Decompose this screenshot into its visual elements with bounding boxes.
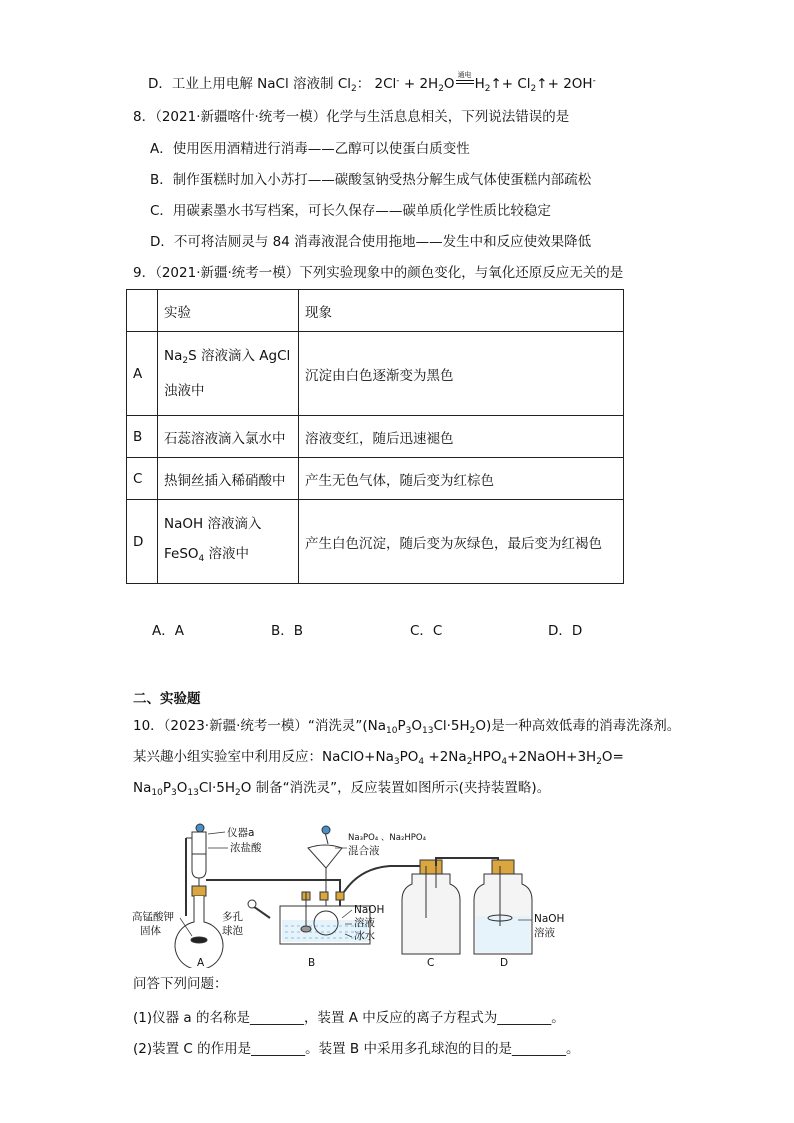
label-naoh-b-1: NaOH bbox=[354, 904, 385, 916]
q7-option-d: D．工业上用电解 NaCl 溶液制 $Cl_2$： $2Cl^- + 2H_2O$ 通电 $H_2↑+$ $Cl_2↑+ 2OH^-$ bbox=[148, 72, 596, 98]
q8-option-a: A．使用医用酒精进行消毒——乙醇可以使蛋白质变性 bbox=[150, 141, 470, 157]
label-ice: 冰水 bbox=[354, 930, 375, 942]
table-row bbox=[127, 458, 624, 500]
apparatus-d bbox=[474, 860, 532, 954]
label-instrument-a: 仪器a bbox=[227, 827, 255, 839]
label-naoh-d-1: NaOH bbox=[534, 913, 565, 925]
label-bubble-1: 多孔 bbox=[222, 911, 243, 923]
table-row bbox=[127, 416, 624, 458]
q8-stem: 8．（2021·新疆喀什·统考一模）化学与生活息息相关，下列说法错误的是 bbox=[133, 109, 570, 125]
q8-option-c: C．用碳素墨水书写档案，可长久保存——碳单质化学性质比较稳定 bbox=[150, 203, 551, 219]
label-acid: 浓盐酸 bbox=[230, 842, 262, 854]
row-label: D bbox=[127, 500, 158, 584]
row-experiment: NaOH 溶液滴入 FeSO$_4$ 溶液中 bbox=[158, 500, 299, 584]
q9-choice-d: D．D bbox=[548, 623, 583, 639]
q10-prompt: 问答下列问题： bbox=[133, 976, 228, 992]
label-bubble-2: 球泡 bbox=[222, 925, 243, 937]
table-header-row bbox=[127, 290, 624, 332]
q10-sub2: (2)装置 C 的作用是________。装置 B 中采用多孔球泡的目的是________。 bbox=[133, 1041, 580, 1057]
caption-d: D bbox=[500, 957, 509, 968]
caption-a: A bbox=[197, 957, 205, 968]
label-naoh-b-2: 溶液 bbox=[354, 917, 375, 929]
row-phenomenon: 产生无色气体，随后变为红棕色 bbox=[299, 458, 624, 500]
q9-table bbox=[126, 289, 624, 584]
row-phenomenon: 沉淀由白色逐渐变为黑色 bbox=[299, 332, 624, 416]
row-phenomenon: 产生白色沉淀，随后变为灰绿色，最后变为红褐色 bbox=[299, 500, 624, 584]
table-header-cell: 实验 bbox=[158, 290, 299, 332]
row-experiment: 热铜丝插入稀硝酸中 bbox=[158, 458, 299, 500]
row-label: C bbox=[127, 458, 158, 500]
caption-b: B bbox=[308, 957, 316, 968]
table-header-cell bbox=[127, 290, 158, 332]
q8-option-b: B．制作蛋糕时加入小苏打——碳酸氢钠受热分解生成气体使蛋糕内部疏松 bbox=[150, 172, 592, 188]
q9-choice-c: C．C bbox=[410, 623, 443, 639]
label-naoh-d-2: 溶液 bbox=[534, 927, 555, 939]
electrolysis-label: 通电 bbox=[457, 71, 472, 79]
q10-line2: 某兴趣小组实验室中利用反应：$NaClO+Na_3PO_4$ $+2Na_2HPO_4+2NaOH+3H_2O=$ bbox=[133, 749, 624, 767]
caption-c: C bbox=[427, 957, 435, 968]
q9-stem: 9．（2021·新疆·统考一模）下列实验现象中的颜色变化，与氧化还原反应无关的是 bbox=[133, 265, 624, 281]
row-phenomenon: 溶液变红，随后迅速褪色 bbox=[299, 416, 624, 458]
row-label: B bbox=[127, 416, 158, 458]
label-kmno4-2: 固体 bbox=[140, 925, 161, 937]
table-header-cell: 现象 bbox=[299, 290, 624, 332]
q10-sub1: (1)仪器 a 的名称是________，装置 A 中反应的离子方程式为________。 bbox=[133, 1010, 565, 1026]
table-row bbox=[127, 332, 624, 416]
label-mix-2: 混合液 bbox=[348, 845, 380, 857]
label-mix-1: Na₃PO₄ 、Na₂HPO₄ bbox=[348, 833, 426, 843]
q10-line3: $Na_{10}P_3O_{13}Cl\cdot 5H_2O$ 制备“消洗灵”，反应装置如图所示(夹持装置略)。 bbox=[133, 780, 551, 798]
table-row bbox=[127, 500, 624, 584]
q8-option-d: D．不可将洁厕灵与 84 消毒液混合使用拖地——发生中和反应使效果降低 bbox=[150, 234, 592, 250]
row-label: A bbox=[127, 332, 158, 416]
q9-choice-b: B．B bbox=[271, 623, 304, 639]
row-experiment: 石蕊溶液滴入氯水中 bbox=[158, 416, 299, 458]
apparatus-diagram bbox=[130, 808, 590, 968]
row-experiment: $Na_2S$ 溶液滴入 AgCl 浊液中 bbox=[158, 332, 299, 416]
q9-choice-a: A．A bbox=[152, 623, 184, 639]
q10-line1: 10．（2023·新疆·统考一模）“消洗灵$”(Na_{10}P_3O_{13}Cl\cdot 5H_2O)$是一种高效低毒的消毒洗涤剂。 bbox=[133, 718, 681, 736]
label-kmno4-1: 高锰酸钾 bbox=[132, 911, 174, 923]
section-title: 二、实验题 bbox=[133, 691, 201, 707]
